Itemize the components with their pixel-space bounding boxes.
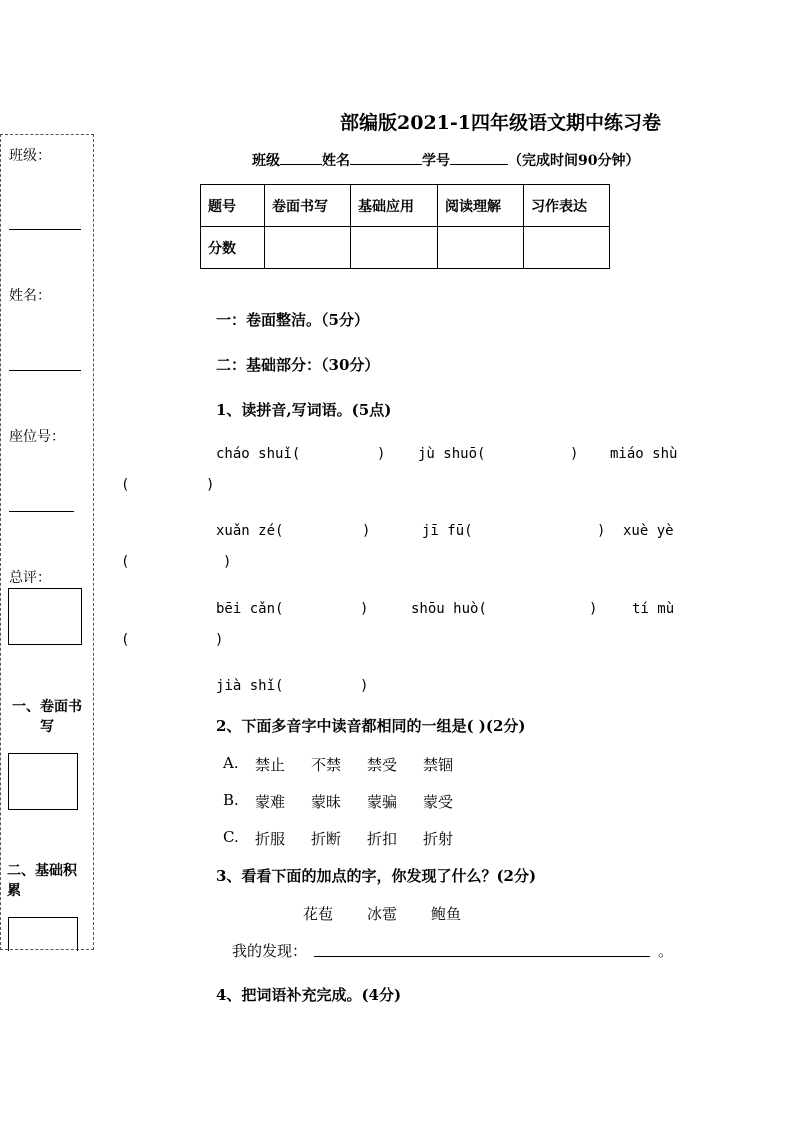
pinyin-item: bēi cǎn( bbox=[216, 601, 284, 617]
info-class-blank[interactable] bbox=[280, 150, 322, 165]
sidebar-class-line[interactable] bbox=[9, 229, 81, 230]
q3-finding-end: 。 bbox=[658, 942, 674, 960]
info-class-label: 班级 bbox=[252, 153, 280, 169]
sidebar-section1-title: 一、卷面书写 bbox=[12, 699, 82, 735]
option-word: 禁止 bbox=[255, 756, 286, 774]
score-cell[interactable] bbox=[265, 227, 351, 269]
option-word: 蒙受 bbox=[423, 793, 454, 811]
score-table-header-row bbox=[201, 185, 610, 227]
q3-finding-answer-line[interactable] bbox=[314, 956, 650, 957]
binding-sidebar bbox=[0, 134, 94, 950]
answer-open-paren[interactable]: ( bbox=[121, 554, 130, 570]
pinyin-item: miáo shù bbox=[610, 446, 678, 462]
answer-close-paren[interactable]: ) bbox=[570, 446, 579, 462]
score-table bbox=[200, 184, 610, 269]
score-cell[interactable] bbox=[351, 227, 438, 269]
header-cell: 基础应用 bbox=[351, 185, 438, 227]
sidebar-section2-box[interactable] bbox=[8, 917, 78, 951]
answer-open-paren[interactable]: ( bbox=[121, 477, 130, 493]
option-letter[interactable]: C. bbox=[223, 828, 239, 846]
pinyin-item: shōu huò( bbox=[411, 601, 487, 617]
info-name-blank[interactable] bbox=[350, 150, 422, 165]
option-word: 禁受 bbox=[367, 756, 398, 774]
option-word: 折扣 bbox=[367, 830, 398, 848]
answer-close-paren[interactable]: ) bbox=[215, 632, 224, 648]
pinyin-item: jù shuō( bbox=[418, 446, 486, 462]
q4-title: 4、把词语补充完成。(4分) bbox=[216, 986, 402, 1004]
score-cell[interactable] bbox=[524, 227, 610, 269]
section-1-heading: 一：卷面整洁。（5分） bbox=[216, 311, 369, 329]
info-time-note: （完成时间90分钟） bbox=[508, 153, 640, 169]
header-cell: 阅读理解 bbox=[438, 185, 524, 227]
pinyin-item: jī fū( bbox=[422, 523, 473, 539]
pinyin-item: cháo shuǐ( bbox=[216, 446, 301, 462]
answer-close-paren[interactable]: ) bbox=[360, 601, 369, 617]
answer-close-paren[interactable]: ) bbox=[362, 523, 371, 539]
q3-word: 冰雹 bbox=[367, 905, 398, 923]
section-2-heading: 二：基础部分：（30分） bbox=[216, 356, 380, 374]
answer-close-paren[interactable]: ) bbox=[360, 678, 369, 694]
answer-close-paren[interactable]: ) bbox=[206, 477, 215, 493]
sidebar-name-line[interactable] bbox=[9, 370, 81, 371]
score-cell[interactable] bbox=[438, 227, 524, 269]
sidebar-name-label: 姓名： bbox=[9, 288, 51, 304]
answer-close-paren[interactable]: ) bbox=[589, 601, 598, 617]
header-cell: 习作表达 bbox=[524, 185, 610, 227]
q3-word: 鲍鱼 bbox=[431, 905, 462, 923]
option-word: 蒙昧 bbox=[311, 793, 342, 811]
option-letter[interactable]: A. bbox=[223, 754, 239, 772]
page-title: 部编版2021-1四年级语文期中练习卷 bbox=[340, 112, 661, 134]
sidebar-section1-box[interactable] bbox=[8, 753, 78, 810]
q3-title: 3、看看下面的加点的字，你发现了什么？(2分) bbox=[216, 867, 537, 885]
pinyin-item: tí mù bbox=[632, 601, 675, 617]
option-word: 蒙骗 bbox=[367, 793, 398, 811]
info-id-blank[interactable] bbox=[450, 150, 508, 165]
header-cell: 卷面书写 bbox=[265, 185, 351, 227]
pinyin-item: jià shǐ( bbox=[216, 678, 284, 694]
option-word: 折服 bbox=[255, 830, 286, 848]
option-word: 蒙难 bbox=[255, 793, 286, 811]
student-info-line bbox=[252, 150, 639, 170]
answer-close-paren[interactable]: ) bbox=[377, 446, 386, 462]
q3-word: 花苞 bbox=[303, 905, 334, 923]
option-word: 折射 bbox=[423, 830, 454, 848]
info-id-label: 学号 bbox=[422, 153, 450, 169]
option-word: 不禁 bbox=[311, 756, 342, 774]
q2-title: 2、下面多音字中读音都相同的一组是( )(2分) bbox=[216, 717, 526, 735]
sidebar-seat-label: 座位号： bbox=[9, 429, 65, 445]
header-cell: 题号 bbox=[201, 185, 265, 227]
option-letter[interactable]: B. bbox=[223, 791, 239, 809]
q3-finding-label: 我的发现： bbox=[232, 942, 308, 960]
sidebar-section2-title: 二、基础积累 bbox=[7, 863, 77, 899]
answer-close-paren[interactable]: ) bbox=[223, 554, 232, 570]
q1-title: 1、读拼音,写词语。(5点) bbox=[216, 401, 392, 419]
sidebar-class-label: 班级： bbox=[9, 148, 51, 164]
answer-open-paren[interactable]: ( bbox=[121, 632, 130, 648]
pinyin-item: xuè yè bbox=[623, 523, 674, 539]
option-word: 禁锢 bbox=[423, 756, 454, 774]
option-word: 折断 bbox=[311, 830, 342, 848]
answer-close-paren[interactable]: ) bbox=[597, 523, 606, 539]
pinyin-item: xuǎn zé( bbox=[216, 523, 284, 539]
info-name-label: 姓名 bbox=[322, 153, 350, 169]
score-row-label: 分数 bbox=[201, 227, 265, 269]
sidebar-seat-line[interactable] bbox=[9, 511, 74, 512]
sidebar-total-box[interactable] bbox=[8, 588, 82, 645]
score-table-score-row bbox=[201, 227, 610, 269]
sidebar-total-label: 总评： bbox=[9, 570, 51, 586]
